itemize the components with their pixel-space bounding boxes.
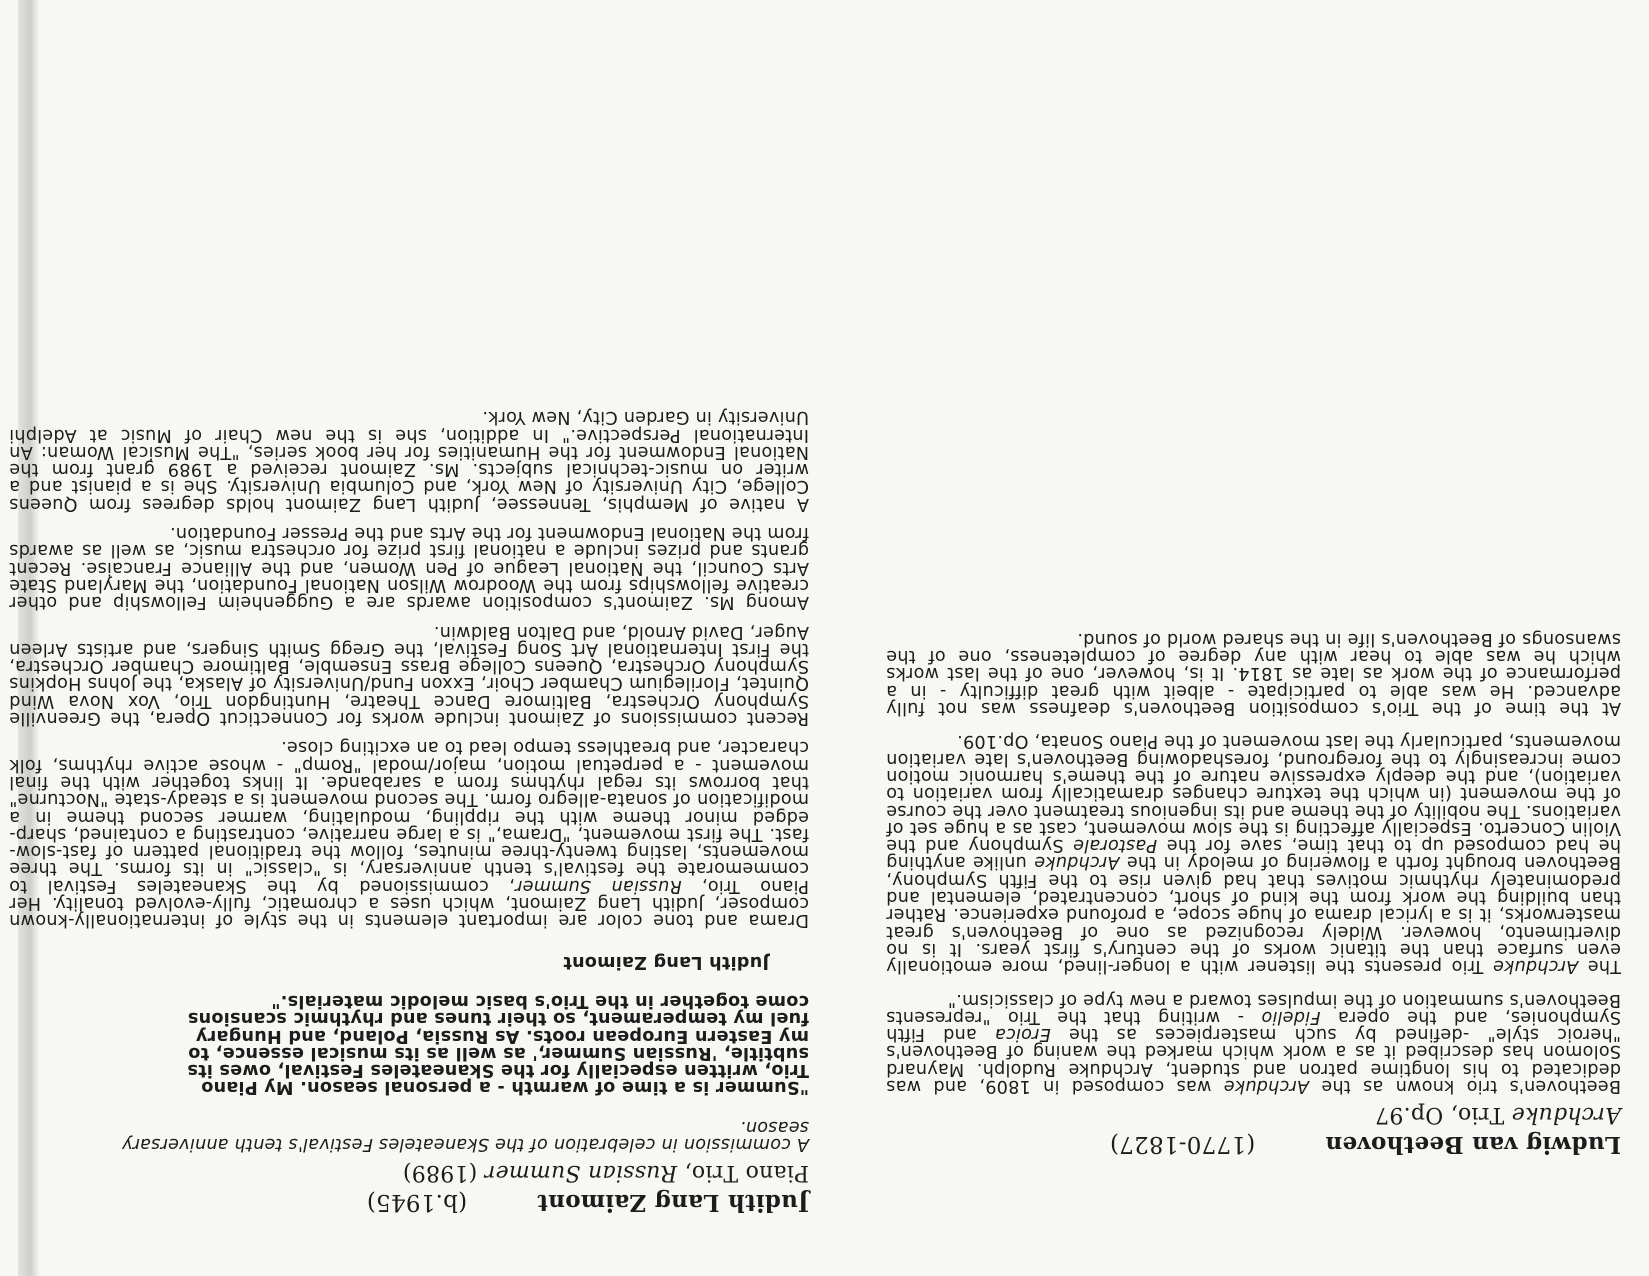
text-run: and Fifth Symphonies, and the opera: [886, 1006, 1621, 1045]
text-run: The: [1578, 956, 1621, 977]
zaimont-heading: [9, 1188, 809, 1216]
italic-run: Russian Summer: [514, 875, 682, 896]
zaimont-paragraph-1: [9, 737, 809, 931]
text-run: Drama and tone color are important elements in the style of internationally-known composer, Judith Lang Zaimont, which uses a chromatic, fully-evolved tonality. Her Piano Trio,: [9, 875, 809, 931]
work-title-plain: Piano Trio,: [677, 1160, 809, 1185]
text-run: unlike anything he had composed up to that time, save for the: [886, 835, 1621, 873]
beethoven-paragraph-1: [886, 990, 1621, 1094]
work-title-italic: Russian Summer: [484, 1160, 678, 1185]
work-title-year: (1989): [402, 1160, 485, 1185]
composer-quote: "Summer is a time of warmth - a personal season. My Piano Trio, written especially for the Skaneateles Festival, owes its subtitle, 'Russian Summer,' as well as its musical essence, to my Eastern European roots. As Russia, Poland, and Hungary fuel my temperament, so their tunes and rhythmic scansions come together in the Trio's basic melodic materials.": [187, 990, 809, 1098]
zaimont-paragraph-2: Recent commissions of Zaimont include works for Connecticut Opera, the Greenville Symphony Orchestra, Baltimore Dance Theatre, Huntingdon Trio, Vox Nova Wind Quintet, Florilegium Chamber Choir, Exxon Fund/University of Alaska, the Johns Hopkins Symphony Orchestra, Queens College Brass Ensemble, Baltimore Chamber Orchestra, the First International Art Song Festival, the Gregg Smith Singers, and artists Arleen Auger, David Arnold, and Dalton Baldwin.: [9, 621, 809, 729]
italic-run: Pastorale: [1072, 835, 1158, 856]
italic-run: Archduke: [1034, 852, 1120, 873]
work-title: [886, 1100, 1621, 1128]
composer-dates: (b.1945): [366, 1189, 468, 1215]
beethoven-heading: [886, 1130, 1621, 1158]
italic-run: Fidelio: [1261, 1006, 1321, 1027]
italic-run: Archduke: [1223, 1076, 1309, 1096]
beethoven-paragraph-2: [885, 731, 1621, 977]
zaimont-paragraph-3: Among Ms. Zaimont's composition awards are a Guggenheim Fellowship and other creative fellowships from the Woodrow Wilson National Foundation, the Maryland State Arts Council, the National League of Pen Women, and the Alliance Francaise. Recent grants and prizes include a national first prize for orchestra music, as well as awards from the National Endowment for the Arts and the Presser Foundation.: [9, 523, 809, 613]
italic-run: Archduke: [1492, 956, 1579, 977]
work-title-italic: Archduke: [1511, 1102, 1621, 1127]
text-run: Beethoven's trio known as the: [1308, 1076, 1621, 1096]
beethoven-column: [886, 614, 1621, 1158]
quote-author: Judith Lang Zaimont: [563, 951, 769, 972]
zaimont-column: [9, 396, 809, 1216]
zaimont-paragraph-4: A native of Memphis, Tennessee, Judith Lang Zaimont holds degrees from Queens College, City University of New York, and Columbia University. She is a pianist and a writer on music-technical subjects. Ms. Zaimont received a 1989 grant from the National Endowment for the Humanities for her book series, "The Musical Woman: An International Perspective." In addition, she is the new Chair of Music at Adelphi University in Garden City, New York.: [9, 407, 809, 514]
text-run: Symphony and the Violin Concerto. Especially affecting is the slow movement, cast as a huge set of variations. The nobility of the theme and its ingenious treatment over the course of the movement (in which the texture changes dramatically from variation to variation), and the deeply expressive nature of the theme's harmonic motion come increasingly to the foreground, foreshadowing Beethoven's late variation movements, particularly the last movement of the Piano Sonata, Op.109.: [885, 731, 1621, 856]
composer-name: Ludwig van Beethoven: [1325, 1131, 1621, 1158]
composer-dates: (1770-1827): [1109, 1131, 1256, 1157]
commission-note: A commission in celebration of the Skaneateles Festival's tenth anniversary season.: [121, 1116, 809, 1154]
work-title: [9, 1158, 809, 1186]
beethoven-paragraph-3: At the time of the Trio's composition Beethoven's deafness was not fully advanced. He was able to participate - albeit with great difficulty - in a performance of the work as late as 1814. It is, however, one of the last works which he was able to hear with any degree of completeness, one of the swansongs of Beethoven's life in the shared world of sound.: [886, 628, 1621, 719]
text-run: - writing that the Trio "represents Beethoven's summation of the impulses toward a new type of classicism.": [886, 989, 1621, 1027]
text-run: was composed in 1809, and was dedicated to his longtime patron and student, Archduke Rudolph. Maynard Solomon has described it as a work which marked the waning of Beethoven's "heroic style" -defined by such masterpieces as the: [886, 1024, 1621, 1096]
work-title-rest: Trio, Op.97: [1374, 1102, 1505, 1127]
text-run: Trio presents the listener with a longer-lined, more emotionally even surface than the titanic works of the century's first years. It is no divertimento, however. Widely recognized as one of Beethoven's great masterworks, it is a lyrical drama of huge scope, a profound experience. Rather than building the work from the kind of short, concentrated, elemental and predominately rhythmic motives that had given rise to the Fifth Symphony, Beethoven brought forth a flowering of melody in the: [886, 852, 1621, 977]
text-run: , commissioned by the Skaneateles Festival to commemorate the festival's tenth anniversary, is "classic" in its forms. The three movements, lasting twenty-three minutes, follow the traditional pattern of fast-slow-fast. The first movement, "Drama," is a large narrative, contrasting a contained, sharp-edged minor theme with the rippling, modulating, warmer second theme in a modification of sonata-allegro form. The second movement is a steady-state "Nocturne" that borrows its regal rhythms from a sarabande. It links together with the final movement - a perpetual motion, major/modal "Romp" - whose active rhythms, folk character, and breathless tempo lead to an exciting close.: [9, 737, 809, 896]
composer-name: Judith Lang Zaimont: [537, 1189, 809, 1216]
italic-run: Eroica: [994, 1024, 1051, 1045]
